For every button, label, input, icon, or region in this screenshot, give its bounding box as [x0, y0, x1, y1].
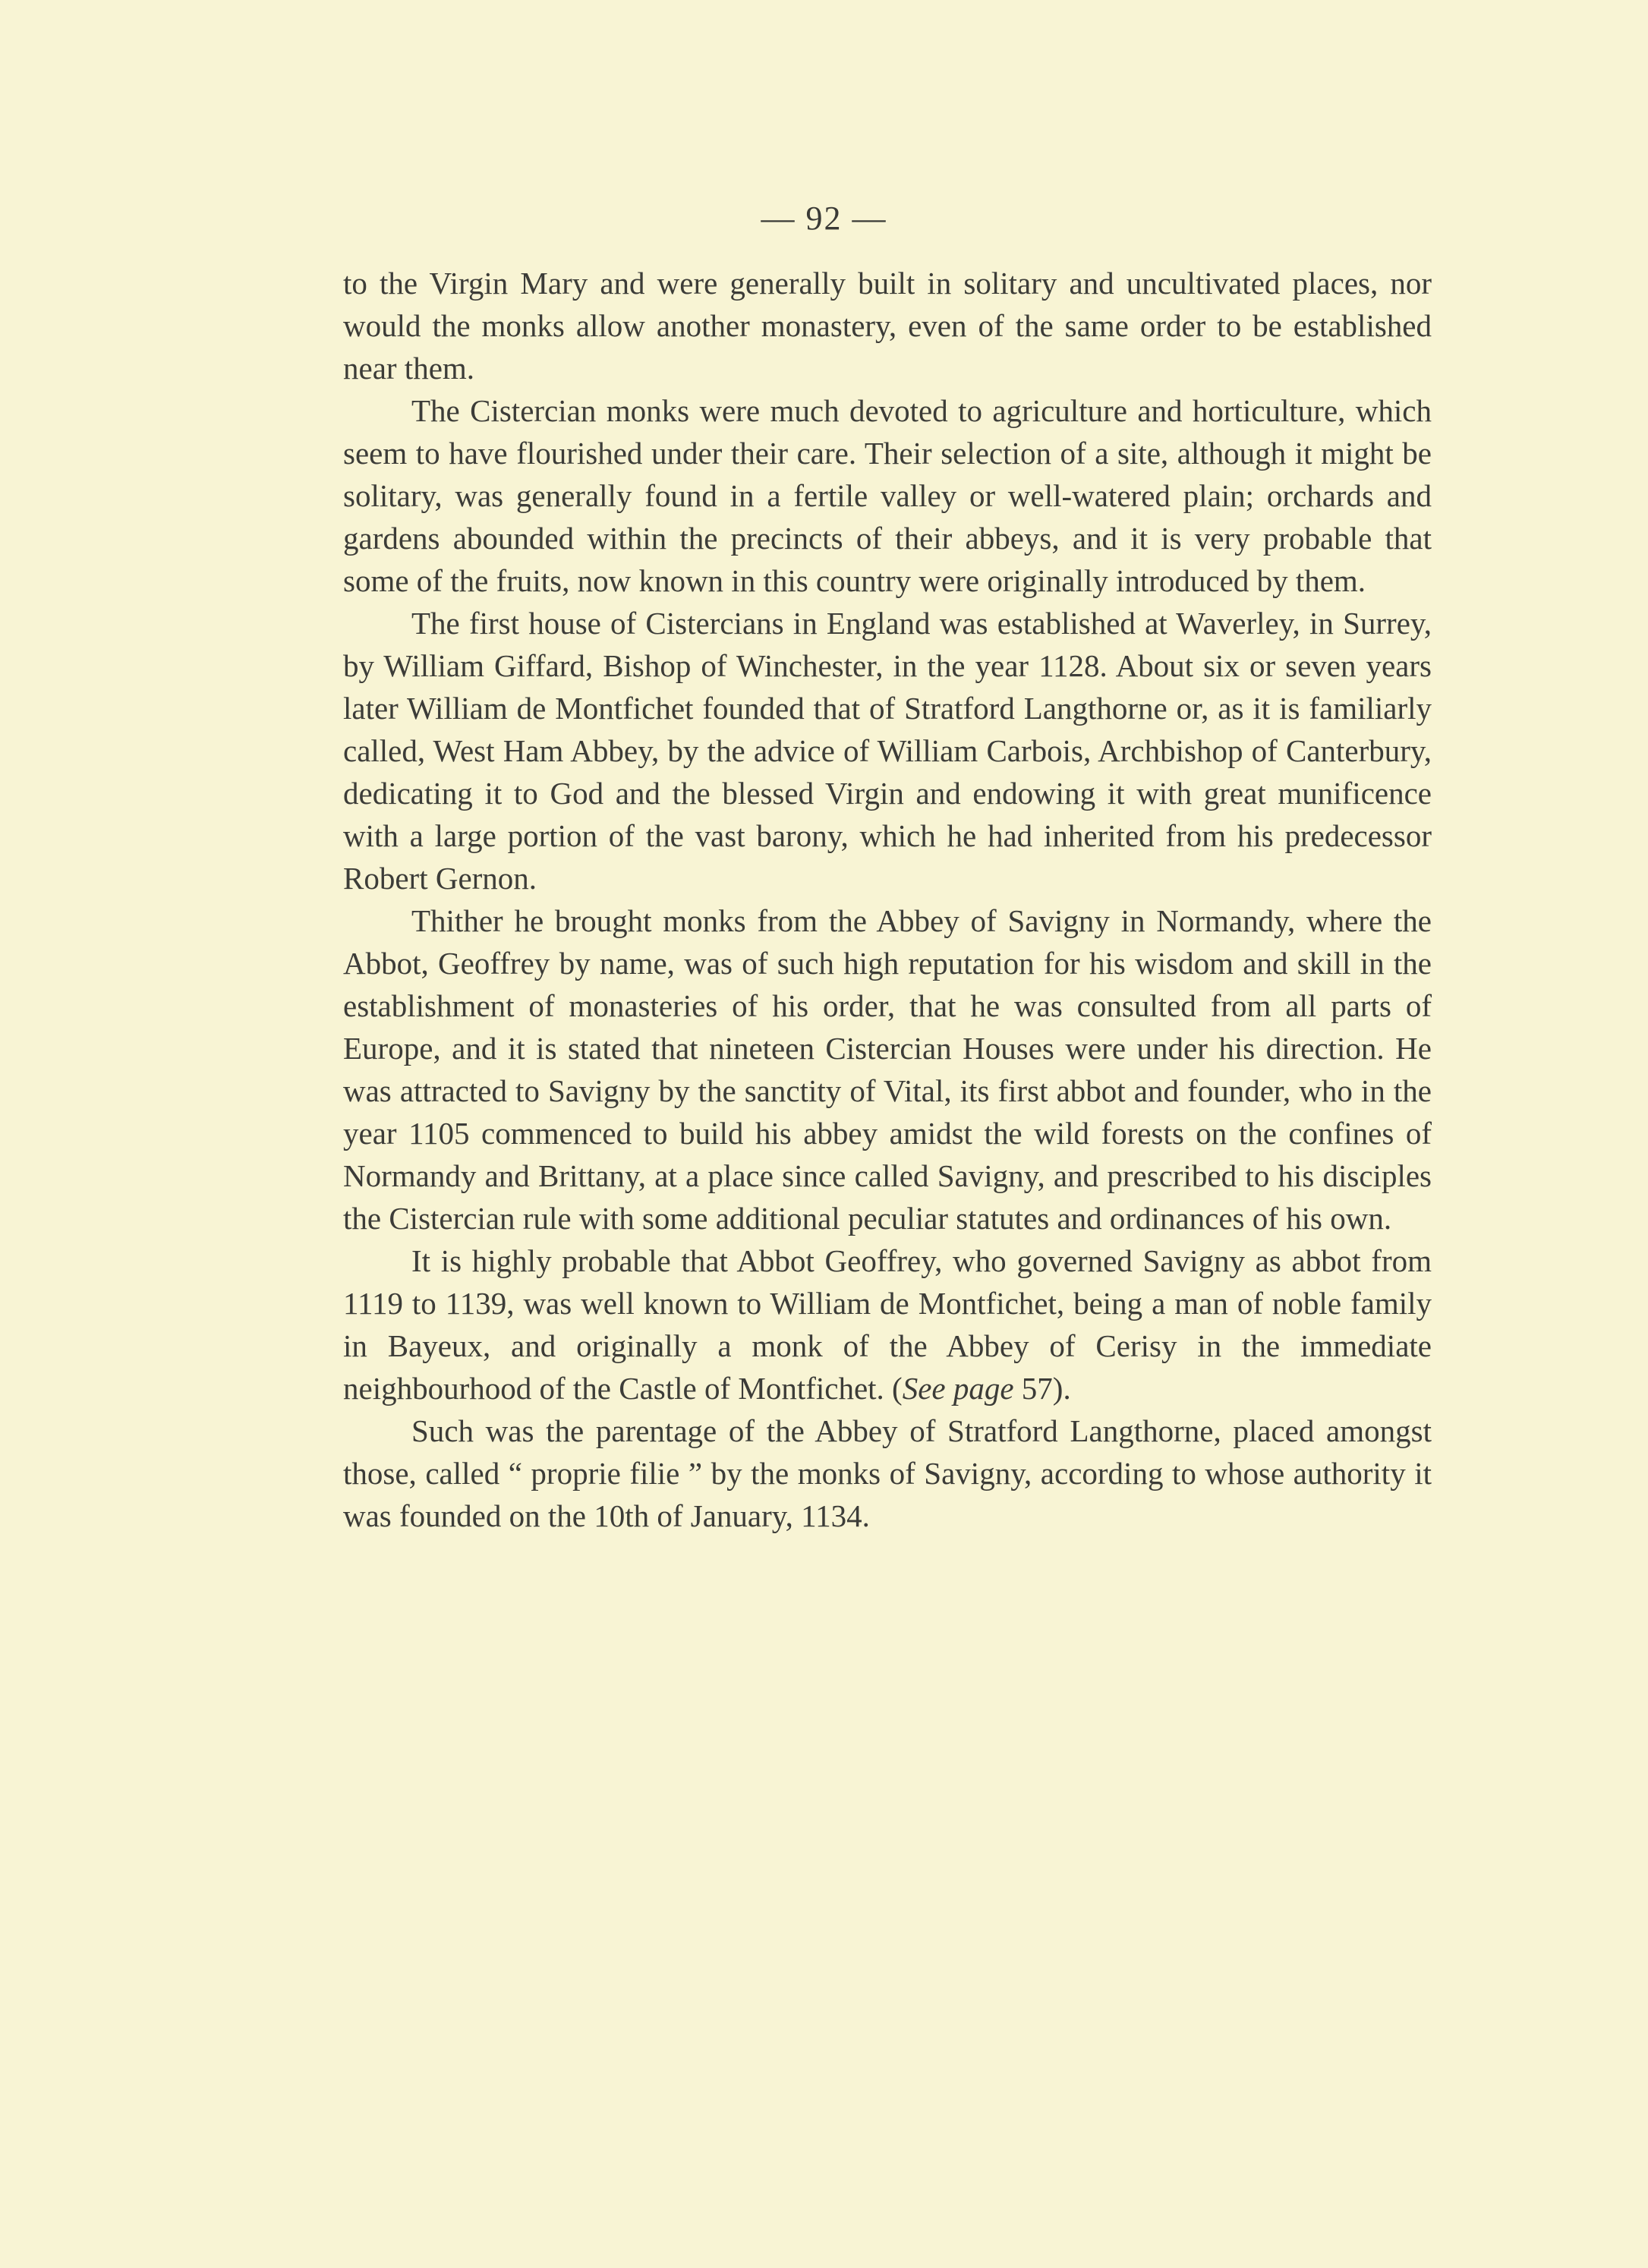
- paragraph-2: The Cistercian monks were much devoted to agriculture and horticulture, which seem to have flourished under their care. Their selection of a site, although it might be solitary, was generally found in a fertile valley or well-watered plain; orchards and gardens abounded within the precincts of their abbeys, and it is very probable that some of the fruits, now known in this country were originally introduced by them.: [343, 393, 1432, 598]
- page-number: — 92 —: [761, 200, 887, 237]
- see-page-reference: See page: [902, 1371, 1014, 1406]
- paragraph-5-end: 57).: [1013, 1371, 1071, 1406]
- body-text: [343, 262, 1432, 1537]
- paragraph-3: The first house of Cistercians in England was established at Waverley, in Surrey, by William Giffard, Bishop of Winchester, in the year 1128. About six or seven years later William de Montfichet founded that of Stratford Langthorne or, as it is familiarly called, West Ham Abbey, by the advice of William Carbois, Archbishop of Canterbury, dedicating it to God and the blessed Virgin and endowing it with great munificence with a large portion of the vast barony, which he had inherited from his predecessor Robert Gernon.: [343, 606, 1432, 896]
- paragraph-5-text: It is highly probable that Abbot Geoffrey, who governed Savigny as abbot from 1119 to 1139, was well known to William de Montfichet, being a man of noble family in Bayeux, and originally a monk of the Abbey of Cerisy in the immediate neighbourhood of the Castle of Montfichet. (: [343, 1243, 1432, 1406]
- paragraph-5: [343, 1240, 1432, 1410]
- paragraph-6: Such was the parentage of the Abbey of Stratford Langthorne, placed amongst those, called “ proprie filie ” by the monks of Savigny, according to whose authority it was founded on the 10th of January, 1134.: [343, 1413, 1432, 1533]
- paragraph-1: to the Virgin Mary and were generally built in solitary and uncultivated places, nor would the monks allow another monastery, even of the same order to be established near them.: [343, 266, 1432, 386]
- paragraph-4: Thither he brought monks from the Abbey of Savigny in Normandy, where the Abbot, Geoffrey by name, was of such high reputation for his wisdom and skill in the establishment of monasteries of his order, that he was consulted from all parts of Europe, and it is stated that nineteen Cistercian Houses were under his direction. He was attracted to Savigny by the sanctity of Vital, its first abbot and founder, who in the year 1105 commenced to build his abbey amidst the wild forests on the confines of Normandy and Brittany, at a place since called Savigny, and prescribed to his disciples the Cistercian rule with some additional peculiar statutes and ordinances of his own.: [343, 903, 1432, 1236]
